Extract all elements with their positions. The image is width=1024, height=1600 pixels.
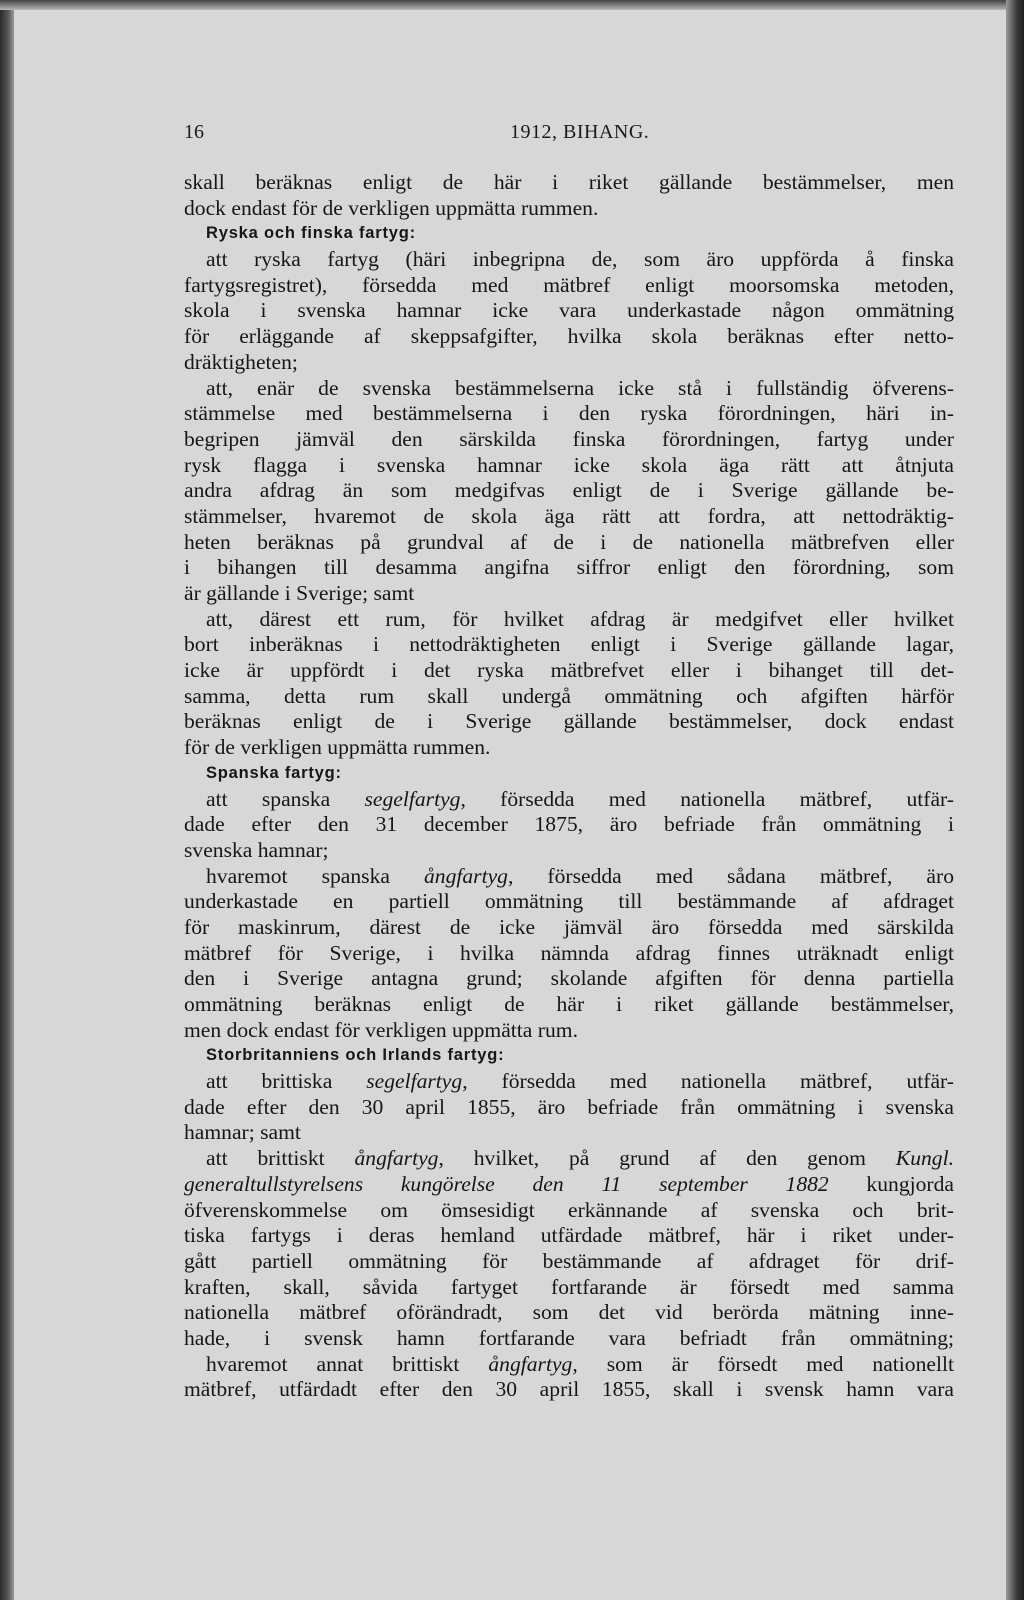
text-span: är gällande i Sverige; samt — [184, 581, 415, 605]
text-span: dräktigheten; — [184, 349, 298, 374]
text-span: hvaremot spanska — [206, 863, 424, 888]
italic-text: generaltullstyrelsens kungörelse den 11 september 1882 — [184, 1171, 829, 1196]
text-span: att spanska — [206, 786, 365, 811]
italic-text: ångfartyg — [424, 863, 508, 888]
running-title: 1912, BIHANG. — [510, 121, 650, 143]
text-line — [184, 966, 954, 992]
text-line — [184, 196, 954, 222]
text-line — [184, 1377, 954, 1403]
text-line — [184, 1069, 954, 1095]
section-heading — [184, 221, 954, 247]
text-line — [184, 889, 954, 915]
text-span: för de verkligen uppmätta rummen. — [184, 735, 491, 760]
page-number: 16 — [184, 121, 204, 143]
text-line — [184, 555, 954, 581]
text-span: öfverenskommelse om ömsesidigt erkännande af svenska och brit- — [184, 1197, 954, 1222]
text-span: att brittiska — [206, 1069, 367, 1094]
text-span: ommätning beräknas enligt de här i riket gällande bestämmelser, — [184, 992, 954, 1016]
text-span: kungjorda — [828, 1171, 954, 1196]
text-line — [184, 1172, 954, 1198]
text-span: att brittiskt — [206, 1146, 355, 1171]
text-span: mätbref för Sverige, i hvilka nämnda afdrag finnes uträknadt enligt — [184, 940, 954, 965]
text-span: nationella mätbref oförändradt, som det vid berörda mätning inne- — [184, 1300, 954, 1325]
text-line — [184, 915, 954, 941]
text-span: stämmelser, hvaremot de skola äga rätt att fordra, att nettodräktig- — [184, 503, 954, 528]
italic-text: ångfartyg — [488, 1351, 573, 1376]
text-line — [184, 1146, 954, 1172]
text-span: heten beräknas på grundval af de i de nationella mätbrefven eller — [184, 529, 954, 554]
text-span: den i Sverige antagna grund; skolande afgiften för denna partiella — [184, 966, 954, 991]
text-span: , försedda med sådana mätbref, äro — [507, 863, 954, 888]
text-line — [184, 1018, 954, 1044]
text-line — [184, 735, 954, 761]
text-span: andra afdrag än som medgifvas enligt de i Sverige gällande be- — [184, 478, 954, 503]
italic-text: segelfartyg — [364, 786, 461, 811]
italic-text: segelfartyg — [366, 1069, 463, 1094]
body-text — [184, 170, 954, 1403]
text-span: beräknas enligt de i Sverige gällande bestämmelser, dock endast — [184, 709, 954, 734]
text-span: svenska hamnar; — [184, 837, 329, 862]
running-header — [184, 121, 954, 147]
text-line — [184, 1352, 954, 1378]
text-line — [184, 1223, 954, 1249]
text-line — [184, 1326, 954, 1352]
text-line — [184, 1120, 954, 1146]
text-span: rysk flagga i svenska hamnar icke skola äga rätt att åtnjuta — [184, 452, 954, 477]
text-line — [184, 1275, 954, 1301]
text-line — [184, 530, 954, 556]
text-span: för erläggande af skeppsafgifter, hvilka skola beräknas efter netto- — [184, 324, 954, 349]
text-line — [184, 684, 954, 710]
text-span: dade efter den 30 april 1855, äro befriade från ommätning i svenska — [184, 1094, 954, 1119]
text-line — [184, 658, 954, 684]
text-line — [184, 1095, 954, 1121]
text-span: hamnar; samt — [184, 1120, 301, 1145]
text-line — [184, 1198, 954, 1224]
binding-edge-left — [0, 0, 14, 1600]
italic-text: ångfartyg — [354, 1146, 439, 1171]
text-span: underkastade en partiell ommätning till bestämmande af afdraget — [184, 889, 954, 914]
text-span: , försedda med nationella mätbref, utfär- — [460, 786, 954, 811]
text-line — [184, 273, 954, 299]
text-span: att, därest ett rum, för hvilket afdrag är medgifvet eller hvilket — [206, 606, 954, 631]
text-span: hade, i svensk hamn fortfarande vara befriadt från ommätning; — [184, 1325, 954, 1350]
text-span: , försedda med nationella mätbref, utfär- — [462, 1069, 954, 1094]
text-line — [184, 607, 954, 633]
text-line — [184, 787, 954, 813]
text-span: skall beräknas enligt de här i riket gällande bestämmelser, men — [184, 170, 954, 194]
text-span: kraften, skall, såvida fartyget fortfarande är försedt med samma — [184, 1274, 954, 1299]
text-line — [184, 247, 954, 273]
text-span: men dock endast för verkligen uppmätta rum. — [184, 1017, 578, 1042]
text-line — [184, 709, 954, 735]
text-line — [184, 838, 954, 864]
text-span: skola i svenska hamnar icke vara underkastade någon ommätning — [184, 298, 954, 323]
text-line — [184, 812, 954, 838]
scan-edge-right — [1006, 0, 1024, 1600]
text-span: Spanska fartyg: — [206, 763, 342, 782]
text-span: begripen jämväl den särskilda finska förordningen, fartyg under — [184, 426, 954, 451]
text-span: samma, detta rum skall undergå ommätning och afgiften härför — [184, 683, 954, 708]
text-span: icke är uppfördt i det ryska mätbrefvet eller i bihanget till det- — [184, 658, 954, 683]
text-span: tiska fartygs i deras hemland utfärdade mätbref, här i riket under- — [184, 1223, 954, 1248]
text-span: gått partiell ommätning för bestämmande af afdraget för drif- — [184, 1248, 954, 1273]
text-line — [184, 453, 954, 479]
text-line — [184, 376, 954, 402]
text-line — [184, 324, 954, 350]
text-line — [184, 1249, 954, 1275]
text-span: att, enär de svenska bestämmelserna icke stå i fullständig öfverens- — [206, 375, 954, 400]
text-span: , hvilket, på grund af den genom — [438, 1146, 896, 1171]
text-span: mätbref, utfärdadt efter den 30 april 1855, skall i svensk hamn vara — [184, 1377, 954, 1402]
text-line — [184, 632, 954, 658]
text-span: bort inberäknas i nettodräktigheten enligt i Sverige gällande lagar, — [184, 632, 954, 657]
text-span: att ryska fartyg (häri inbegripna de, som äro uppförda å finska — [206, 247, 954, 272]
text-line — [184, 298, 954, 324]
section-heading — [184, 761, 954, 787]
text-line — [184, 1300, 954, 1326]
text-span: , som är försedt med nationellt — [572, 1351, 954, 1376]
text-span: Ryska och finska fartyg: — [206, 224, 416, 243]
text-span: dade efter den 31 december 1875, äro befriade från ommätning i — [184, 812, 954, 837]
text-span: hvaremot annat brittiskt — [206, 1351, 489, 1376]
text-line — [184, 941, 954, 967]
text-line — [184, 350, 954, 376]
text-span: Storbritanniens och Irlands fartyg: — [206, 1046, 505, 1065]
text-line — [184, 504, 954, 530]
text-line — [184, 170, 954, 196]
text-span: i bihangen till desamma angifna siffror enligt den förordning, som — [184, 555, 954, 580]
text-line — [184, 581, 954, 607]
text-span: dock endast för de verkligen uppmätta rummen. — [184, 195, 599, 220]
text-line — [184, 427, 954, 453]
text-line — [184, 992, 954, 1018]
scan-edge-top — [0, 0, 1024, 10]
text-span: för maskinrum, därest de icke jämväl äro försedda med särskilda — [184, 914, 954, 939]
italic-text: Kungl. — [895, 1146, 954, 1171]
text-line — [184, 401, 954, 427]
text-line — [184, 478, 954, 504]
text-span: stämmelse med bestämmelserna i den ryska förordningen, häri in- — [184, 401, 954, 426]
section-heading — [184, 1043, 954, 1069]
text-line — [184, 864, 954, 890]
text-span: fartygsregistret), försedda med mätbref enligt moorsomska metoden, — [184, 272, 954, 297]
